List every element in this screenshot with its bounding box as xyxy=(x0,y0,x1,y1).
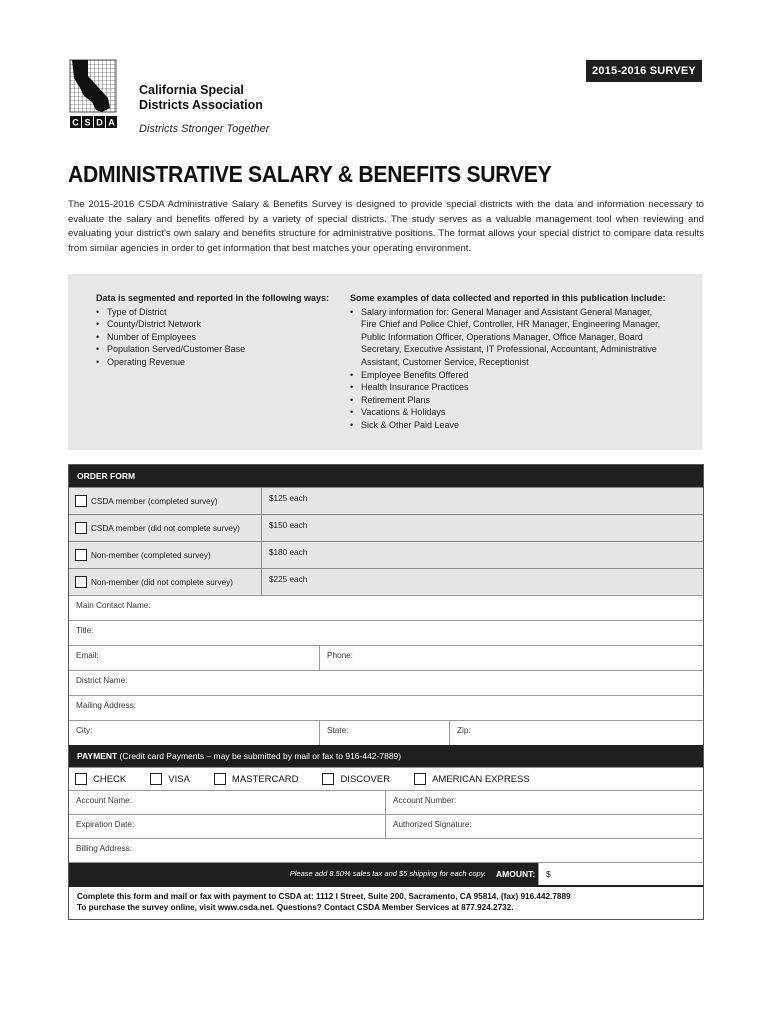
account-number-field[interactable]: Account Number: xyxy=(385,791,703,814)
order-option-price: $225 each xyxy=(269,575,308,584)
email-field[interactable]: Email: xyxy=(76,651,99,660)
order-option[interactable] xyxy=(69,542,262,568)
title-field[interactable]: Title: xyxy=(76,626,94,635)
amount-label: AMOUNT: xyxy=(496,863,538,885)
authorized-signature-field[interactable]: Authorized Signature: xyxy=(385,815,703,838)
order-option-row xyxy=(69,568,703,595)
checkbox[interactable] xyxy=(75,522,87,534)
california-map-icon xyxy=(66,56,120,130)
order-form xyxy=(68,464,704,920)
footer-line-mail: Complete this form and mail or fax with payment to CSDA at: 1112 I Street, Suite 200, Sacramento, CA 95814, (fax) 916.442.7889 xyxy=(77,892,571,901)
expiration-date-field[interactable]: Expiration Date: xyxy=(76,820,135,829)
mailing-address-field[interactable]: Mailing Address: xyxy=(76,701,137,710)
district-name-field[interactable]: District Name: xyxy=(76,676,128,685)
segments-column xyxy=(96,292,336,369)
list-item: • Type of District xyxy=(96,306,336,319)
order-option-price: $180 each xyxy=(269,548,308,557)
examples-column xyxy=(350,292,670,432)
payment-title: PAYMENT xyxy=(77,751,118,761)
intro-paragraph: The 2015-2016 CSDA Administrative Salary & Benefits Survey is designed to provide special districts with the data and information necessary to evaluate the salary and benefits offered by a variety of special districts. The study serves as a valuable management tool when reviewing and evaluating your district's own salary and benefits structure for administrative positions. The format allows your special district to compare data results from similar agencies in order to get information that best matches your operating environment. xyxy=(68,199,704,254)
zip-field[interactable]: Zip: xyxy=(449,721,703,745)
csda-logo xyxy=(66,56,120,130)
phone-field[interactable]: Phone: xyxy=(319,646,703,670)
order-option[interactable] xyxy=(69,515,262,541)
billing-address-field[interactable]: Billing Address: xyxy=(76,844,132,853)
org-name-line2: Districts Association xyxy=(139,98,263,112)
list-item: • Salary information for: General Manager and Assistant General Manager, Fire Chief and Police Chief, Controller, HR Manager, Engineering Manager, Public Information Officer, Operations Manager, Office Manager, Board Secretary, Executive Assistant, IT Professional, Accountant, Administrative Assistant, Customer Service, Receptionist xyxy=(350,306,670,369)
checkbox[interactable] xyxy=(75,495,87,507)
segments-list xyxy=(96,306,336,369)
tax-note: Please add 8.50% sales tax and $5 shipping for each copy. xyxy=(69,863,496,885)
logo-letter: D xyxy=(96,117,103,128)
order-option-price: $150 each xyxy=(269,521,308,530)
order-option-label: Non-member (did not complete survey) xyxy=(91,577,233,587)
survey-year-badge: 2015-2016 SURVEY xyxy=(586,60,702,82)
payment-header xyxy=(69,745,703,767)
checkbox[interactable] xyxy=(414,773,426,785)
payment-option-mastercard[interactable] xyxy=(208,773,299,785)
order-option-row xyxy=(69,541,703,568)
logo-letter: C xyxy=(72,117,79,128)
checkbox[interactable] xyxy=(214,773,226,785)
order-option-label: CSDA member (completed survey) xyxy=(91,496,218,506)
checkbox[interactable] xyxy=(75,549,87,561)
order-form-header: ORDER FORM xyxy=(69,465,703,487)
checkbox[interactable] xyxy=(322,773,334,785)
list-item: • Sick & Other Paid Leave xyxy=(350,419,670,432)
list-item: • Number of Employees xyxy=(96,331,336,344)
logo-letter: S xyxy=(84,117,91,128)
order-option-row xyxy=(69,487,703,514)
examples-list xyxy=(350,306,670,432)
checkbox[interactable] xyxy=(75,576,87,588)
amount-row xyxy=(69,862,703,885)
payment-option-label: DISCOVER xyxy=(340,773,391,785)
page-title: ADMINISTRATIVE SALARY & BENEFITS SURVEY xyxy=(68,161,552,187)
org-name-line1: California Special xyxy=(139,83,244,97)
order-option[interactable] xyxy=(69,488,262,514)
list-item: • Operating Revenue xyxy=(96,356,336,369)
checkbox[interactable] xyxy=(75,773,87,785)
org-tagline: Districts Stronger Together xyxy=(139,123,270,135)
list-item: • Retirement Plans xyxy=(350,394,670,407)
payment-option-visa[interactable] xyxy=(144,773,190,785)
payment-option-label: AMERICAN EXPRESS xyxy=(432,773,530,785)
payment-option-check[interactable] xyxy=(69,773,126,785)
payment-note: (Credit card Payments – may be submitted by mail or fax to 916-442-7889) xyxy=(119,751,402,761)
checkbox[interactable] xyxy=(150,773,162,785)
list-item: • County/District Network xyxy=(96,318,336,331)
city-field[interactable]: City: xyxy=(76,726,93,735)
order-option-price: $125 each xyxy=(269,494,308,503)
main-contact-field[interactable]: Main Contact Name: xyxy=(76,601,151,610)
list-item: • Population Served/Customer Base xyxy=(96,343,336,356)
list-item: • Vacations & Holidays xyxy=(350,406,670,419)
footer-line-online: To purchase the survey online, visit www.csda.net. Questions? Contact CSDA Member Services at 877.924.2732. xyxy=(77,903,514,912)
examples-heading: Some examples of data collected and reported in this publication include: xyxy=(350,293,666,303)
payment-option-discover[interactable] xyxy=(316,773,390,785)
segments-heading: Data is segmented and reported in the following ways: xyxy=(96,293,330,303)
amount-field[interactable]: $ xyxy=(538,863,703,885)
payment-option-label: CHECK xyxy=(93,773,127,785)
list-item: • Health Insurance Practices xyxy=(350,381,670,394)
order-option-row xyxy=(69,514,703,541)
order-option[interactable] xyxy=(69,569,262,595)
payment-option-label: MASTERCARD xyxy=(231,773,299,785)
logo-letter: A xyxy=(108,117,115,128)
payment-methods xyxy=(69,767,703,790)
payment-option-label: VISA xyxy=(168,773,190,785)
order-option-label: CSDA member (did not complete survey) xyxy=(91,523,240,533)
payment-option-amex[interactable] xyxy=(408,773,530,785)
list-item: • Employee Benefits Offered xyxy=(350,369,670,382)
order-option-label: Non-member (completed survey) xyxy=(91,550,211,560)
state-field[interactable]: State: xyxy=(319,721,449,745)
footer-instructions xyxy=(69,885,703,919)
account-name-field[interactable]: Account Name: xyxy=(76,796,132,805)
logo-text xyxy=(139,83,269,135)
